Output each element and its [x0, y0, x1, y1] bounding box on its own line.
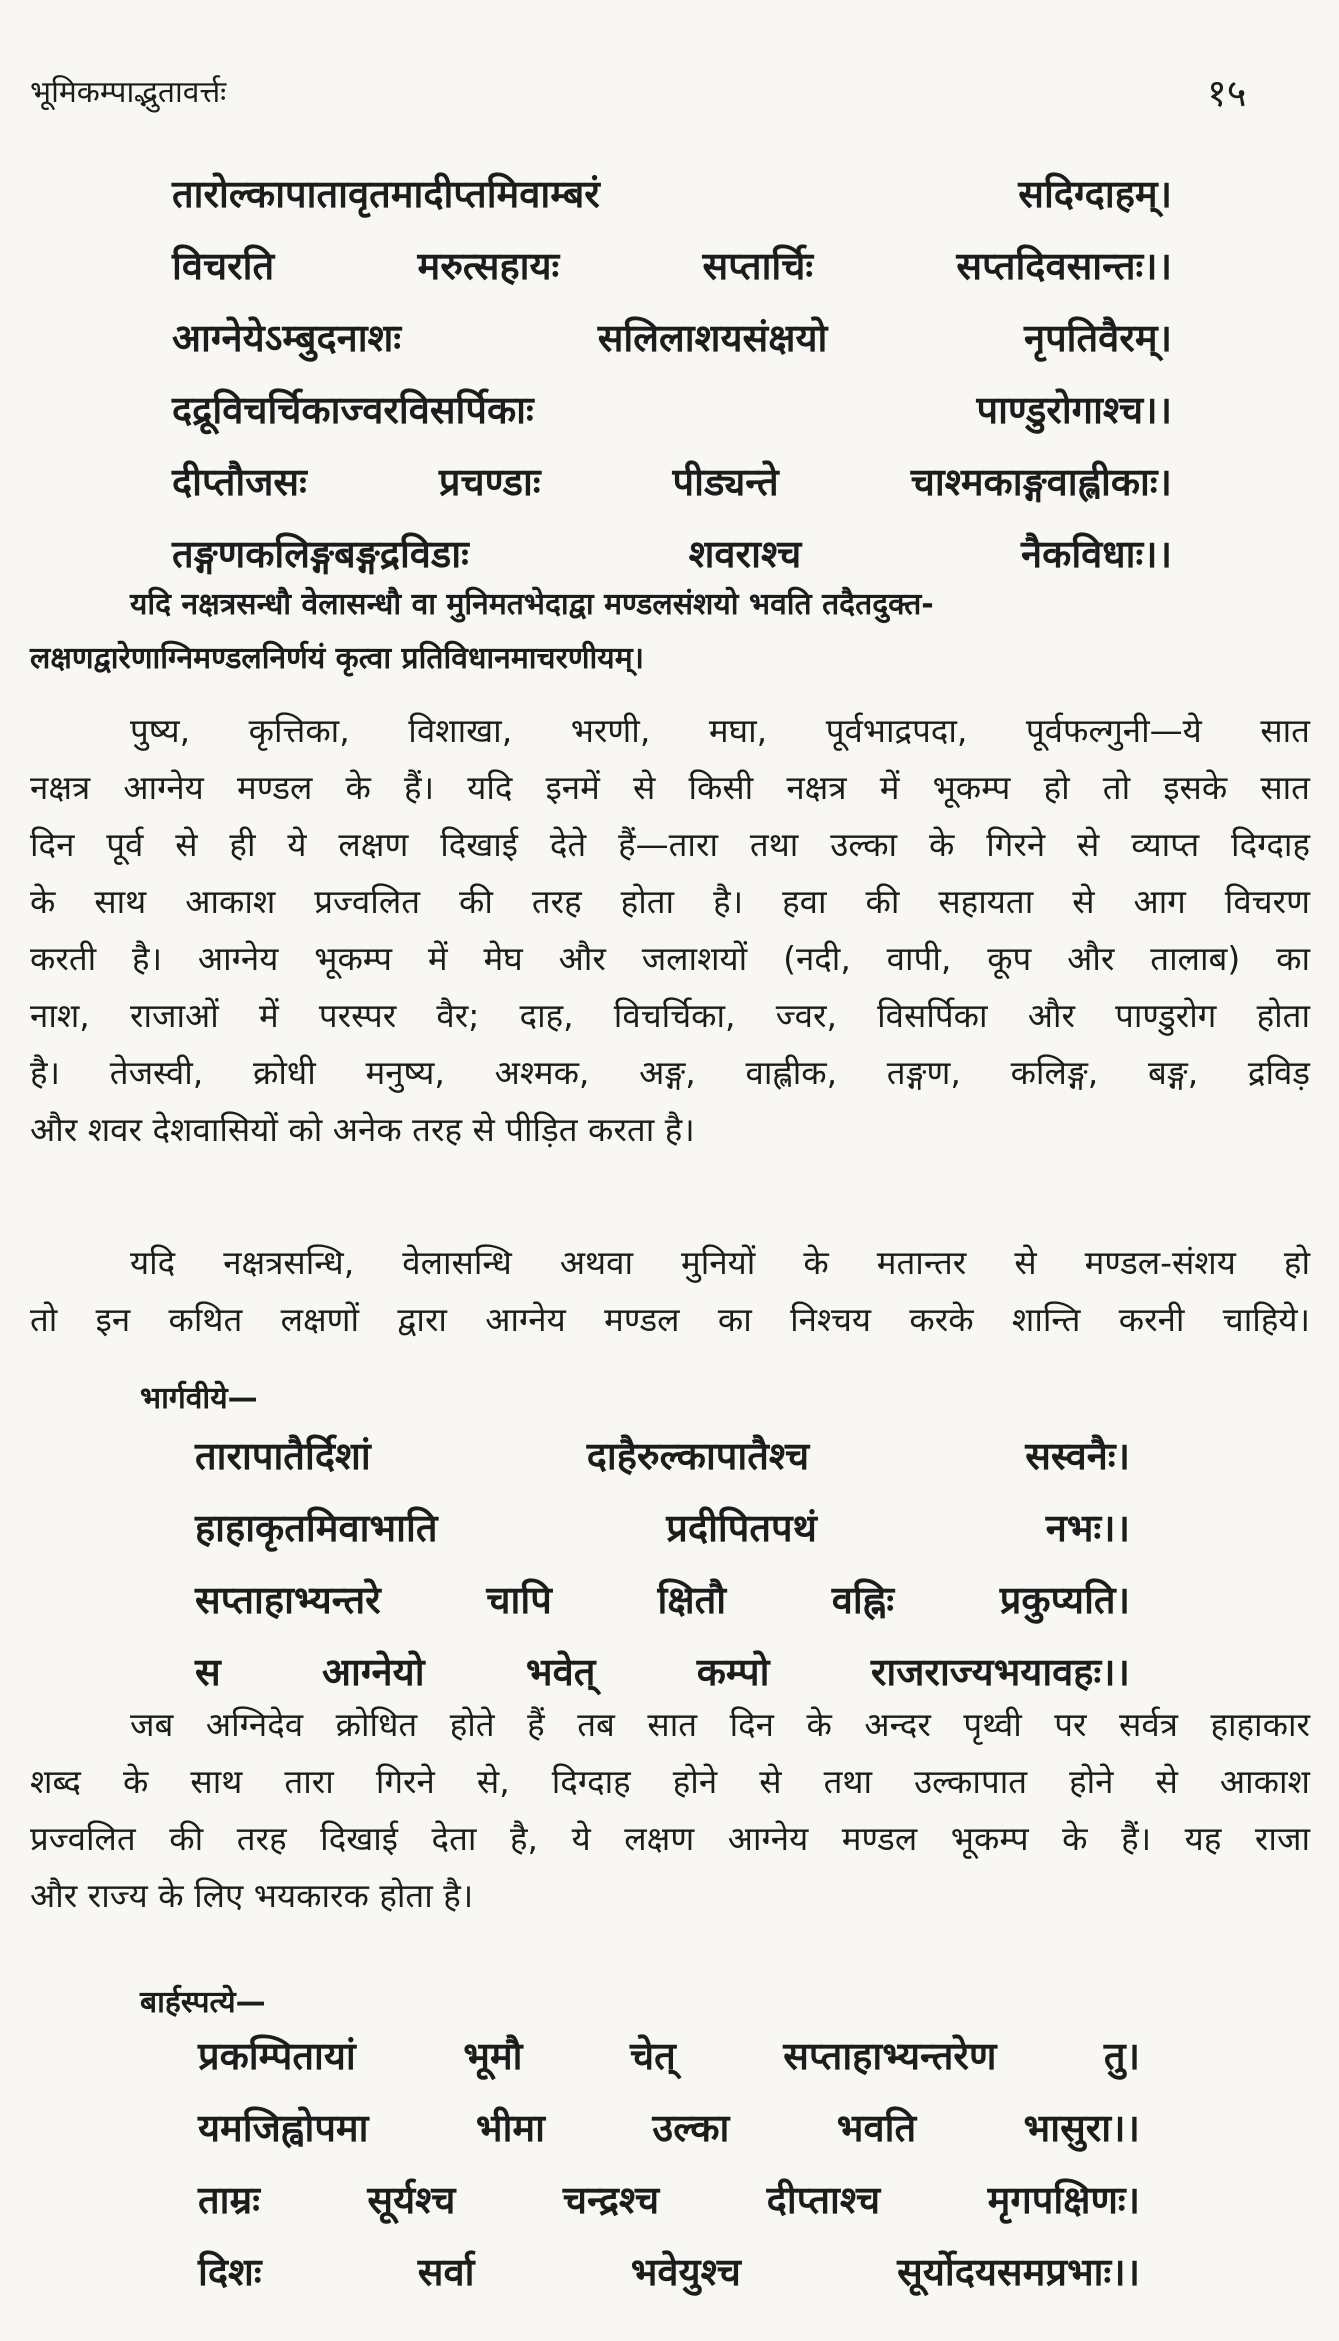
- running-header-title: भूमिकम्पाद्भुतावर्त्तः: [30, 75, 227, 110]
- section-label-bhargaviye: भार्गवीये—: [140, 1381, 258, 1416]
- verse-line: विचरति मरुत्सहायः सप्तार्चिः सप्तदिवसान्तः।।: [172, 244, 1172, 288]
- verse-line: आग्नेयेऽम्बुदनाशः सलिलाशयसंक्षयो नृपतिवैरम्।: [172, 316, 1172, 360]
- verse-line: तारापातैर्दिशां दाहैरुल्कापातैश्च सस्वनैः।: [195, 1434, 1130, 1478]
- verse-block-2: [195, 1420, 1130, 1708]
- page-number: १५: [1207, 71, 1247, 115]
- hindi-paragraph-3: जब अग्निदेव क्रोधित होते हैं तब सात दिन के अन्दर पृथ्वी पर सर्वत्र हाहाकार शब्द के साथ तारा गिरने से, दिग्दाह होने से तथा उल्कापात होने से आकाश प्रज्वलित की तरह दिखाई देता है, ये लक्षण आग्नेय मण्डल भूकम्प के हैं। यह राजा और राज्य के लिए भयकारक होता है।: [30, 1705, 1310, 1915]
- verse-line: दीप्तौजसः प्रचण्डाः पीड्यन्ते चाश्मकाङ्गवाह्लीकाः।: [172, 460, 1172, 504]
- section-label-barhaspatye: बार्हस्पत्ये—: [140, 1985, 266, 2020]
- hindi-paragraph-2: यदि नक्षत्रसन्धि, वेलासन्धि अथवा मुनियों के मतान्तर से मण्डल-संशय हो तो इन कथित लक्षणों द्वारा आग्नेय मण्डल का निश्चय करके शान्ति करनी चाहिये।: [30, 1243, 1310, 1339]
- verse-line: तारोल्कापातावृतमादीप्तमिवाम्बरं सदिग्दाहम्।: [172, 172, 1172, 216]
- verse-line: तङ्गणकलिङ्गबङ्गद्रविडाः शवराश्च नैकविधाः।।: [172, 532, 1172, 576]
- verse-line: प्रकम्पितायां भूमौ चेत् सप्ताहाभ्यन्तरेण तु।: [198, 2034, 1140, 2078]
- verse-block-1: [172, 158, 1172, 590]
- hindi-paragraph-1: पुष्य, कृत्तिका, विशाखा, भरणी, मघा, पूर्वभाद्रपदा, पूर्वफल्गुनी—ये सात नक्षत्र आग्नेय मण्डल के हैं। यदि इनमें से किसी नक्षत्र में भूकम्प हो तो इसके सात दिन पूर्व से ही ये लक्षण दिखाई देते हैं—तारा तथा उल्का के गिरने से व्याप्त दिग्दाह के साथ आकाश प्रज्वलित की तरह होता है। हवा की सहायता से आग विचरण करती है। आग्नेय भूकम्प में मेघ और जलाशयों (नदी, वापी, कूप और तालाब) का नाश, राजाओं में परस्पर वैर; दाह, विचर्चिका, ज्वर, विसर्पिका और पाण्डुरोग होता है। तेजस्वी, क्रोधी मनुष्य, अश्मक, अङ्ग, वाह्लीक, तङ्गण, कलिङ्ग, बङ्ग, द्रविड़ और शवर देशवासियों को अनेक तरह से पीड़ित करता है।: [30, 711, 1310, 1149]
- verse-line: हाहाकृतमिवाभाति प्रदीपितपथं नभः।।: [195, 1506, 1130, 1550]
- sanskrit-commentary: यदि नक्षत्रसन्धौ वेलासन्धौ वा मुनिमतभेदाद्वा मण्डलसंशयो भवति तदैतदुक्त- लक्षणद्वारेणाग्निमण्डलनिर्णयं कृत्वा प्रतिविधानमाचरणीयम्।: [30, 587, 934, 676]
- verse-line: सप्ताहाभ्यन्तरे चापि क्षितौ वह्निः प्रकुप्यति।: [195, 1578, 1130, 1622]
- verse-line: दद्रूविचर्चिकाज्वरविसर्पिकाः पाण्डुरोगाश्च।।: [172, 388, 1172, 432]
- verse-line: यमजिह्वोपमा भीमा उल्का भवति भासुरा।।: [198, 2106, 1140, 2150]
- verse-line: दिशः सर्वा भवेयुश्च सूर्योदयसमप्रभाः।।: [198, 2250, 1140, 2294]
- verse-block-3: [198, 2020, 1140, 2308]
- verse-line: ताम्रः सूर्यश्च चन्द्रश्च दीप्ताश्च मृगपक्षिणः।: [198, 2178, 1140, 2222]
- verse-line: स आग्नेयो भवेत् कम्पो राजराज्यभयावहः।।: [195, 1650, 1130, 1694]
